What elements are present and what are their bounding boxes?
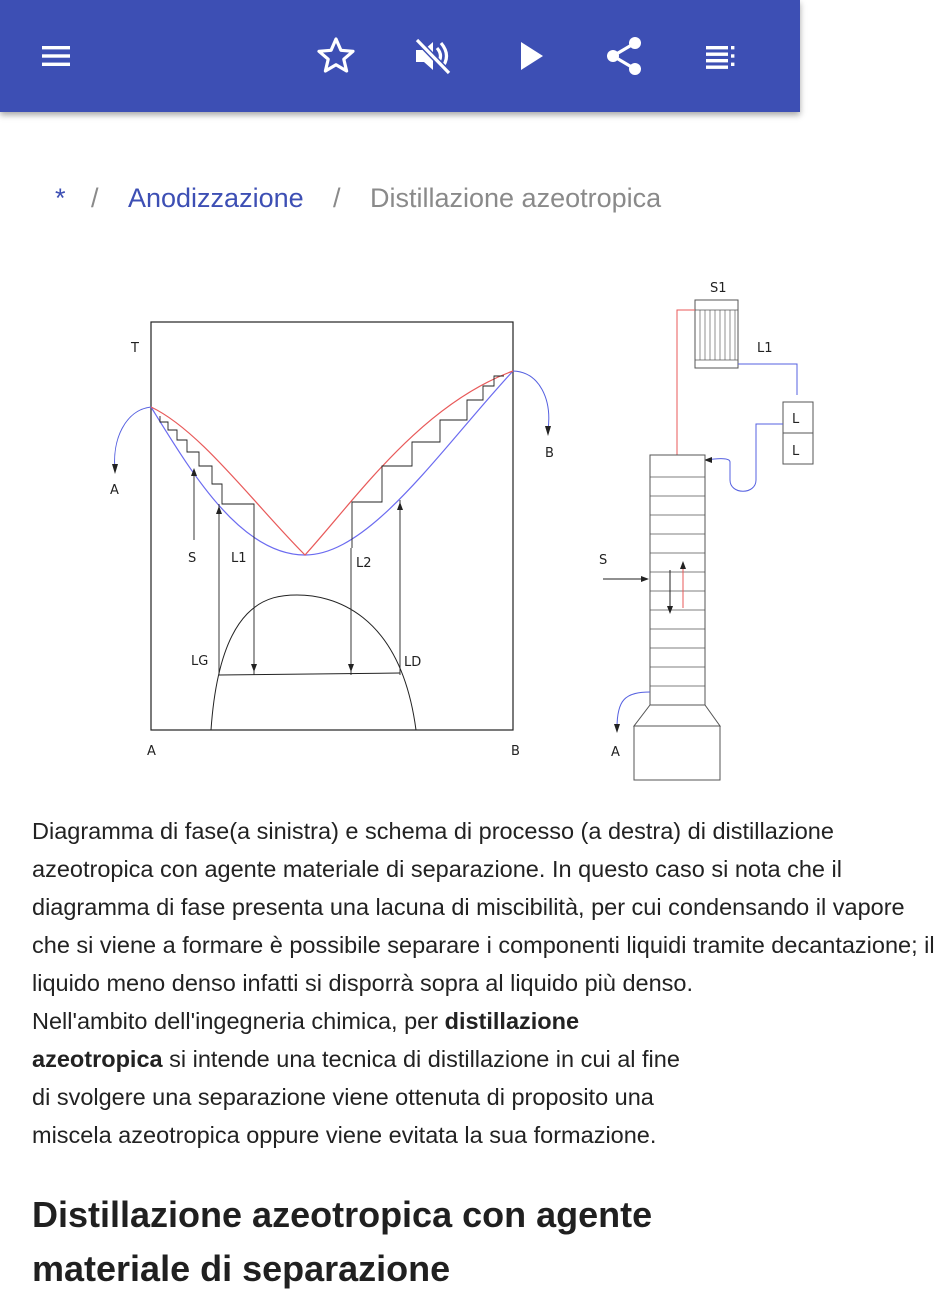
- label-right-l1: L1: [757, 341, 773, 356]
- label-ld: LD: [404, 655, 422, 670]
- caption-line: Diagramma di fase(a sinistra) e schema di processo (a destra) di distillazione: [32, 818, 834, 844]
- play-button[interactable]: [504, 30, 556, 82]
- label-decanter-top: L: [792, 412, 800, 427]
- article-figure[interactable]: [0, 262, 800, 792]
- breadcrumb-parent-link[interactable]: Anodizzazione: [128, 183, 304, 213]
- label-b-axis: B: [511, 744, 520, 759]
- label-s1: S1: [710, 281, 727, 296]
- breadcrumb: [0, 178, 800, 222]
- label-t: T: [131, 341, 139, 356]
- label-b-out: B: [545, 446, 554, 461]
- bookmark-button[interactable]: [310, 30, 362, 82]
- star-outline-icon: [314, 34, 358, 78]
- menu-button[interactable]: [30, 30, 82, 82]
- share-icon: [602, 34, 646, 78]
- share-button[interactable]: [598, 30, 650, 82]
- mute-button[interactable]: [406, 30, 458, 82]
- app-toolbar: [0, 0, 800, 112]
- toc-button[interactable]: [694, 30, 746, 82]
- article-paragraph: [32, 812, 935, 1154]
- breadcrumb-separator: /: [333, 183, 341, 213]
- list-icon: [698, 34, 742, 78]
- label-a-axis: A: [147, 744, 156, 759]
- breadcrumb-separator: /: [91, 183, 99, 213]
- label-decanter-bottom: L: [792, 444, 800, 459]
- intro-line: di svolgere una separazione viene ottenuta di proposito una: [32, 1084, 654, 1110]
- caption-line: che si viene a formare è possibile separare i componenti liquidi tramite decantazione; il: [32, 932, 935, 958]
- caption-line: diagramma di fase presenta una lacuna di miscibilità, per cui condensando il vapore: [32, 894, 905, 920]
- intro-line: azeotropica si intende una tecnica di distillazione in cui al fine: [32, 1046, 680, 1072]
- breadcrumb-current: Distillazione azeotropica: [370, 183, 662, 213]
- label-s: S: [188, 551, 197, 566]
- breadcrumb-home-link[interactable]: *: [55, 183, 66, 213]
- label-right-a: A: [611, 745, 620, 760]
- caption-line: liquido meno denso infatti si disporrà sopra al liquido più denso.: [32, 970, 694, 996]
- menu-icon: [34, 34, 78, 78]
- play-icon: [508, 34, 552, 78]
- section-heading: Distillazione azeotropica con agente materiale di separazione: [32, 1194, 653, 1289]
- label-l1: L1: [231, 551, 247, 566]
- azeotropic-distillation-diagram: [0, 262, 800, 792]
- intro-line: miscela azeotropica oppure viene evitata la sua formazione.: [32, 1122, 657, 1148]
- label-l2: L2: [356, 556, 372, 571]
- volume-off-icon: [410, 34, 454, 78]
- bold-term: distillazione: [444, 1008, 580, 1034]
- label-lg: LG: [191, 654, 209, 669]
- bold-term: azeotropica: [32, 1046, 163, 1072]
- caption-line: azeotropica con agente materiale di separazione. In questo caso si nota che il: [32, 856, 842, 882]
- label-a-out: A: [110, 483, 119, 498]
- label-right-s: S: [599, 553, 608, 568]
- intro-line: Nell'ambito dell'ingegneria chimica, per distillazione: [32, 1008, 580, 1034]
